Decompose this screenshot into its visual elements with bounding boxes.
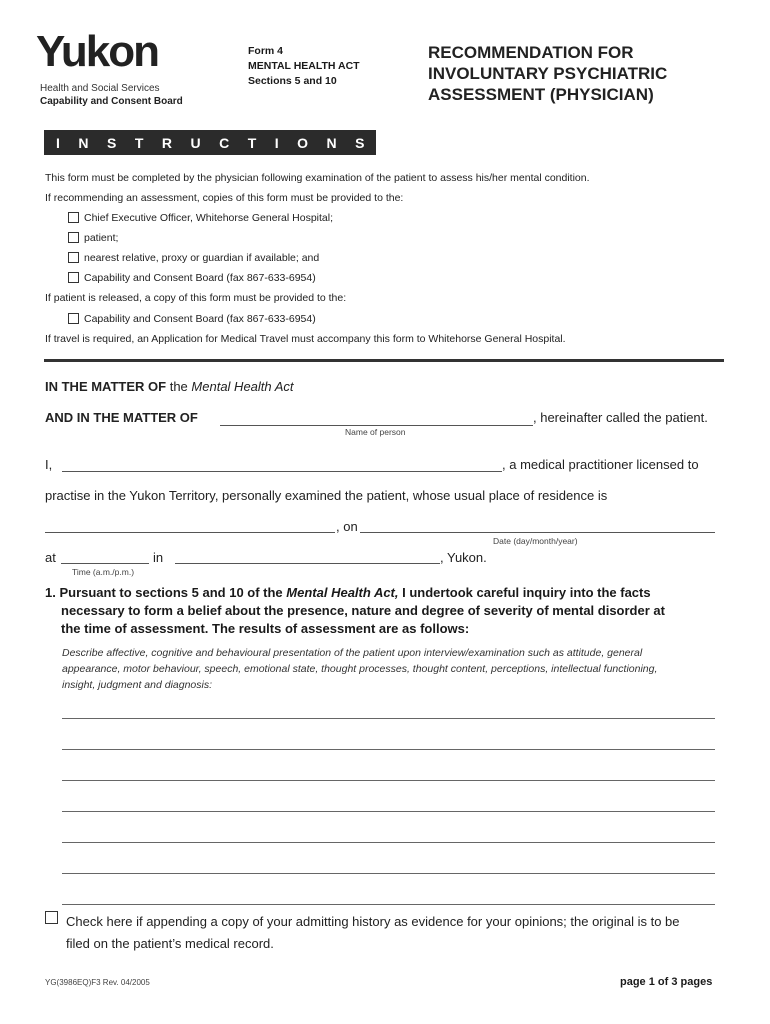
- append-line-1: Check here if appending a copy of your admitting history as evidence for your opinions; the original is to be: [66, 914, 680, 929]
- released-item: [68, 313, 316, 325]
- in-label: in: [153, 550, 164, 565]
- department-name: Health and Social Services: [40, 83, 160, 94]
- desc-line-2: appearance, motor behaviour, speech, emotional state, thought processes, thought content, perceptions, intellectual functioning,: [62, 663, 658, 675]
- board-name: Capability and Consent Board: [40, 96, 183, 107]
- on-label: , on: [336, 519, 358, 534]
- title-line-3: ASSESSMENT (PHYSICIAN): [428, 85, 654, 104]
- section-1-lead: 1. Pursuant to sections 5 and 10 of the: [45, 585, 283, 600]
- copy-item-3: [68, 252, 319, 264]
- assessment-line-7[interactable]: [62, 904, 715, 905]
- form-number: Form 4: [248, 45, 284, 57]
- section-1-act: Mental Health Act,: [286, 585, 399, 600]
- patient-name-field[interactable]: [220, 411, 533, 426]
- section-divider: [44, 359, 724, 362]
- title-line-1: RECOMMENDATION FOR: [428, 43, 634, 62]
- section-1-rest1: I undertook careful inquiry into the facts: [402, 585, 651, 600]
- instruction-p4: If travel is required, an Application for Medical Travel must accompany this form to Whitehorse General Hospital.: [45, 333, 566, 345]
- practitioner-suffix: , a medical practitioner licensed to: [502, 457, 699, 472]
- desc-line-1: Describe affective, cognitive and behavioural presentation of the patient upon interview/examination such as attitude, general: [62, 647, 643, 659]
- at-label: at: [45, 550, 56, 565]
- time-field[interactable]: [61, 549, 149, 564]
- location-field[interactable]: [175, 549, 440, 564]
- section-1-description: [62, 645, 657, 693]
- released-item-label: Capability and Consent Board (fax 867-633-6954): [84, 313, 316, 325]
- append-line-2: filed on the patient’s medical record.: [66, 936, 274, 951]
- copy-item-label: nearest relative, proxy or guardian if available; and: [84, 252, 320, 264]
- checkbox[interactable]: [68, 313, 79, 324]
- form-meta: [248, 44, 360, 89]
- assessment-line-2[interactable]: [62, 749, 715, 750]
- date-field[interactable]: [360, 518, 715, 533]
- section-1-heading: [45, 584, 735, 638]
- assessment-line-4[interactable]: [62, 811, 715, 812]
- matter-the: the: [169, 379, 188, 394]
- checkbox[interactable]: [68, 232, 79, 243]
- practitioner-name-field[interactable]: [62, 457, 502, 472]
- sections-ref: Sections 5 and 10: [248, 75, 337, 87]
- copy-item-1: [68, 212, 333, 224]
- desc-line-3: insight, judgment and diagnosis:: [62, 679, 213, 691]
- assessment-line-1[interactable]: [62, 718, 715, 719]
- copy-item-2: [68, 232, 118, 244]
- form-title: [428, 42, 667, 105]
- matter-label: IN THE MATTER OF: [45, 379, 167, 394]
- instructions-bar: INSTRUCTIONS: [44, 130, 376, 155]
- yukon-label: , Yukon.: [440, 550, 487, 565]
- form-code: YG(3986EQ)F3 Rev. 04/2005: [45, 978, 150, 987]
- copy-item-4: [68, 272, 316, 284]
- instruction-p1: This form must be completed by the physician following examination of the patient to assess his/her mental condition.: [45, 172, 590, 184]
- checkbox[interactable]: [68, 212, 79, 223]
- instruction-p3: If patient is released, a copy of this form must be provided to the:: [45, 292, 347, 304]
- instruction-p2: If recommending an assessment, copies of this form must be provided to the:: [45, 192, 404, 204]
- patient-suffix: , hereinafter called the patient.: [533, 410, 708, 425]
- yukon-logo: Yukon: [36, 27, 159, 76]
- date-caption: Date (day/month/year): [493, 536, 578, 546]
- assessment-line-6[interactable]: [62, 873, 715, 874]
- page-indicator: page 1 of 3 pages: [620, 976, 713, 988]
- append-history-checkbox[interactable]: [45, 911, 58, 924]
- section-1-rest3: the time of assessment. The results of assessment are as follows:: [61, 621, 470, 636]
- and-in-matter-label: AND IN THE MATTER OF: [45, 410, 198, 425]
- section-1-rest2: necessary to form a belief about the presence, nature and degree of severity of mental disorder at: [61, 603, 665, 618]
- checkbox[interactable]: [68, 272, 79, 283]
- assessment-line-3[interactable]: [62, 780, 715, 781]
- assessment-line-5[interactable]: [62, 842, 715, 843]
- residence-field[interactable]: [45, 518, 335, 533]
- copy-item-label: patient;: [84, 232, 119, 244]
- copy-item-label: Capability and Consent Board (fax 867-633-6954): [84, 272, 316, 284]
- checkbox[interactable]: [68, 252, 79, 263]
- practise-line: practise in the Yukon Territory, personally examined the patient, whose usual place of residence is: [45, 488, 608, 503]
- act-name: MENTAL HEALTH ACT: [248, 60, 360, 72]
- matter-act: Mental Health Act: [191, 379, 294, 394]
- in-the-matter-line: [45, 379, 294, 394]
- name-caption: Name of person: [345, 427, 406, 437]
- title-line-2: INVOLUNTARY PSYCHIATRIC: [428, 64, 668, 83]
- time-caption: Time (a.m./p.m.): [72, 567, 135, 577]
- append-history-text: [66, 911, 680, 955]
- i-label: I,: [45, 457, 53, 472]
- copy-item-label: Chief Executive Officer, Whitehorse General Hospital;: [84, 212, 334, 224]
